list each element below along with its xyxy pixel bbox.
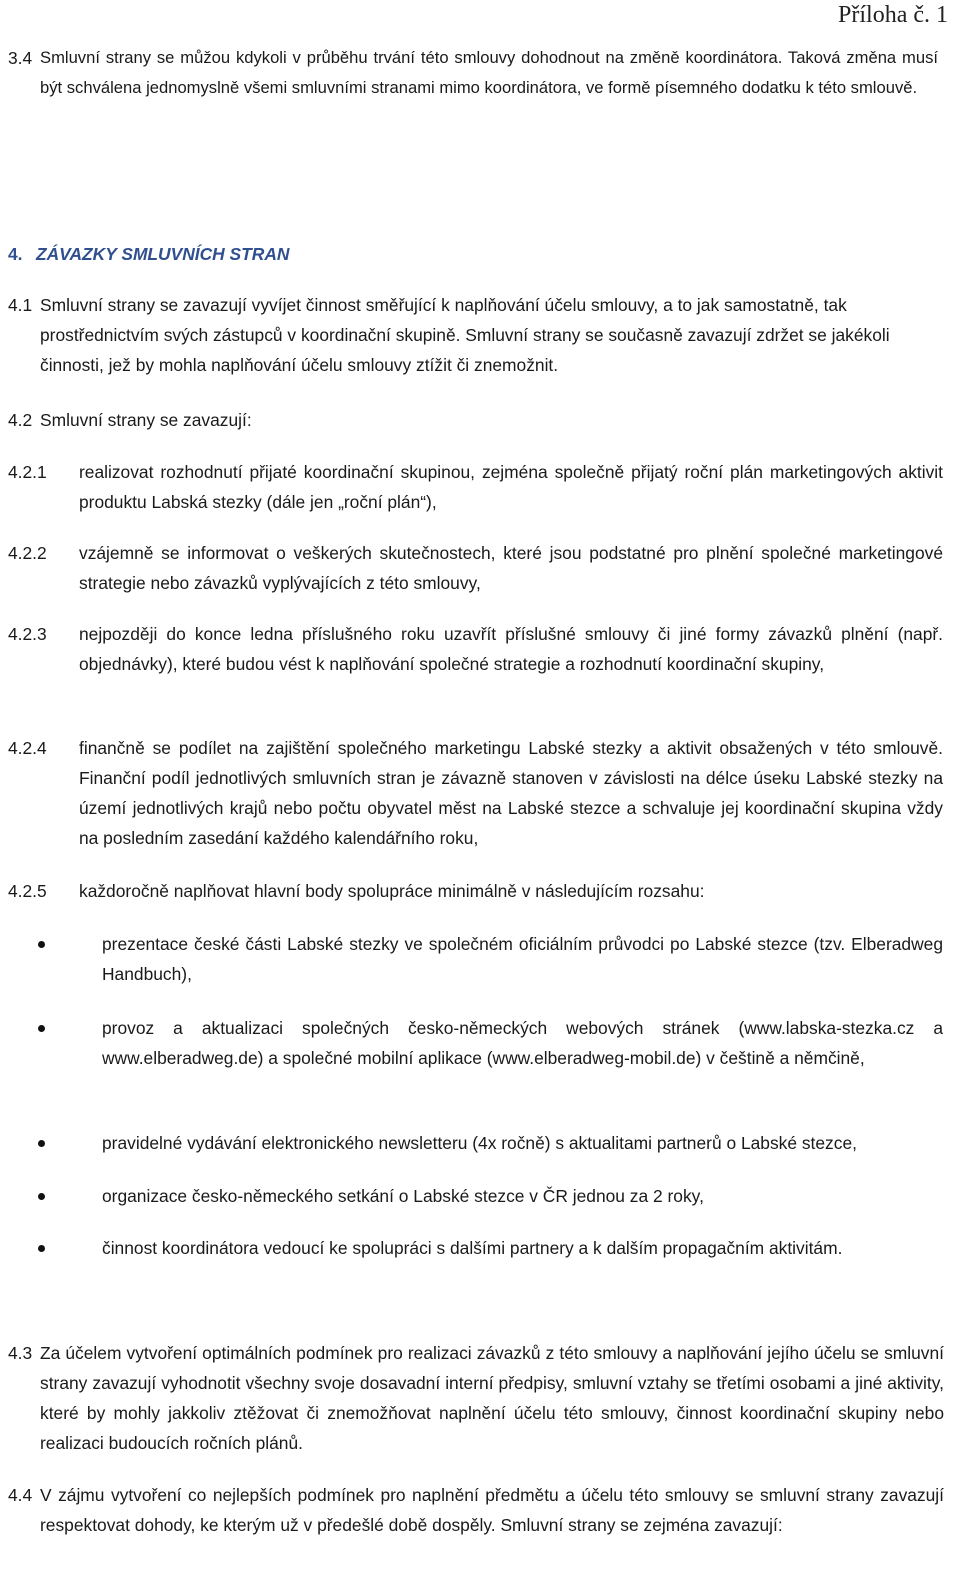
subclause-4-2-5 [8,876,943,906]
subclause-4-2-1 [8,457,943,517]
subclause-text: nejpozději do konce ledna příslušného roku uzavřít příslušné smlouvy či jiné formy závazků plnění (např. objednávky), které budou vést k naplňování společné strategie a rozhodnutí koordinační skupiny, [79,624,943,674]
bullet-icon [32,1181,102,1211]
clause-number: 4.1 [8,295,33,315]
clause-number: 3.4 [8,48,33,68]
section-number: 4. [8,244,23,264]
subclause-text: realizovat rozhodnutí přijaté koordinační skupinou, zejména společně přijatý roční plán marketingových aktivit produktu Labská stezky (dále jen „roční plán“), [79,462,943,512]
clause-4-4 [8,1480,944,1540]
clause-4-3 [8,1338,944,1458]
clause-4-2 [8,405,608,435]
bullet-text: prezentace české části Labské stezky ve společném oficiálním průvodci po Labské stezce (tzv. Elberadweg Handbuch), [102,934,943,984]
subclause-number: 4.2.3 [8,624,47,644]
subclause-text: vzájemně se informovat o veškerých skutečnostech, které jsou podstatné pro plnění společné marketingové strategie nebo závazků vyplývajících z této smlouvy, [79,543,943,593]
clause-text: Za účelem vytvoření optimálních podmínek pro realizaci závazků z této smlouvy a naplňování jejího účelu se smluvní strany zavazují vyhodnotit všechny svoje dosavadní interní předpisy, smluvní vztahy se třetími osobami a jiné aktivity, které by mohly jakkoliv ztěžovat či znemožňovat naplnění účelu této smlouvy, činnost koordinační skupiny nebo realizaci budoucích ročních plánů. [40,1343,944,1453]
bullet-item [32,1013,943,1073]
clause-number: 4.2 [8,410,33,430]
bullet-icon [32,1013,102,1073]
subclause-text: každoročně naplňovat hlavní body spolupráce minimálně v následujícím rozsahu: [79,881,705,901]
section-title: ZÁVAZKY SMLUVNÍCH STRAN [36,244,290,264]
bullet-text: organizace česko-německého setkání o Labské stezce v ČR jednou za 2 roky, [102,1186,704,1206]
subclause-number: 4.2.2 [8,543,47,563]
bullet-item [32,1128,943,1158]
section-heading [8,239,608,269]
subclause-4-2-4 [8,733,943,853]
clause-text: V zájmu vytvoření co nejlepších podmínek pro naplnění předmětu a účelu této smlouvy se smluvní strany zavazují respektovat dohody, ke kterým už v předešlé době dospěly. Smluvní strany se zejména zavazují: [40,1485,944,1535]
clause-text: Smluvní strany se můžou kdykoli v průběhu trvání této smlouvy dohodnout na změně koordinátora. Taková změna musí být schválena jednomyslně všemi smluvními stranami mimo koordinátora, ve formě písemného dodatku k této smlouvě. [40,48,938,97]
clause-text: Smluvní strany se zavazují vyvíjet činnost směřující k naplňování účelu smlouvy, a to jak samostatně, tak prostřednictvím svých zástupců v koordinační skupině. Smluvní strany se současně zavazují zdržet se jakékoli činnosti, jež by mohla naplňování účelu smlouvy ztížit či znemožnit. [40,295,890,375]
clause-text: Smluvní strany se zavazují: [40,410,252,430]
bullet-text: provoz a aktualizaci společných česko-německých webových stránek (www.labska-stezka.cz a www.elberadweg.de) a společné mobilní aplikace (www.elberadweg-mobil.de) v češtině a němčině, [102,1018,943,1068]
subclause-number: 4.2.1 [8,462,47,482]
subclause-text: finančně se podílet na zajištění společného marketingu Labské stezky a aktivit obsažených v této smlouvě. Finanční podíl jednotlivých smluvních stran je závazně stanoven v závislosti na délce úseku Labské stezky na území jednotlivých krajů nebo počtu obyvatel měst na Labské stezce a schvaluje jej koordinační skupina vždy na posledním zasedání každého kalendářního roku, [79,738,943,848]
subclause-number: 4.2.4 [8,738,47,758]
clause-number: 4.3 [8,1343,33,1363]
bullet-text: činnost koordinátora vedoucí ke spolupráci s dalšími partnery a k dalším propagačním aktivitám. [102,1238,843,1258]
clause-number: 4.4 [8,1485,33,1505]
bullet-item [32,1233,943,1263]
bullet-icon [32,1233,102,1263]
bullet-icon [32,1128,102,1158]
bullet-text: pravidelné vydávání elektronického newsletteru (4x ročně) s aktualitami partnerů o Labské stezce, [102,1133,857,1153]
bullet-item [32,1181,943,1211]
clause-3-4 [8,43,938,103]
subclause-number: 4.2.5 [8,881,47,901]
subclause-4-2-3 [8,619,943,679]
annex-label: Příloha č. 1 [838,2,948,28]
bullet-icon [32,929,102,989]
clause-4-1 [8,290,946,380]
bullet-item [32,929,943,989]
subclause-4-2-2 [8,538,943,598]
